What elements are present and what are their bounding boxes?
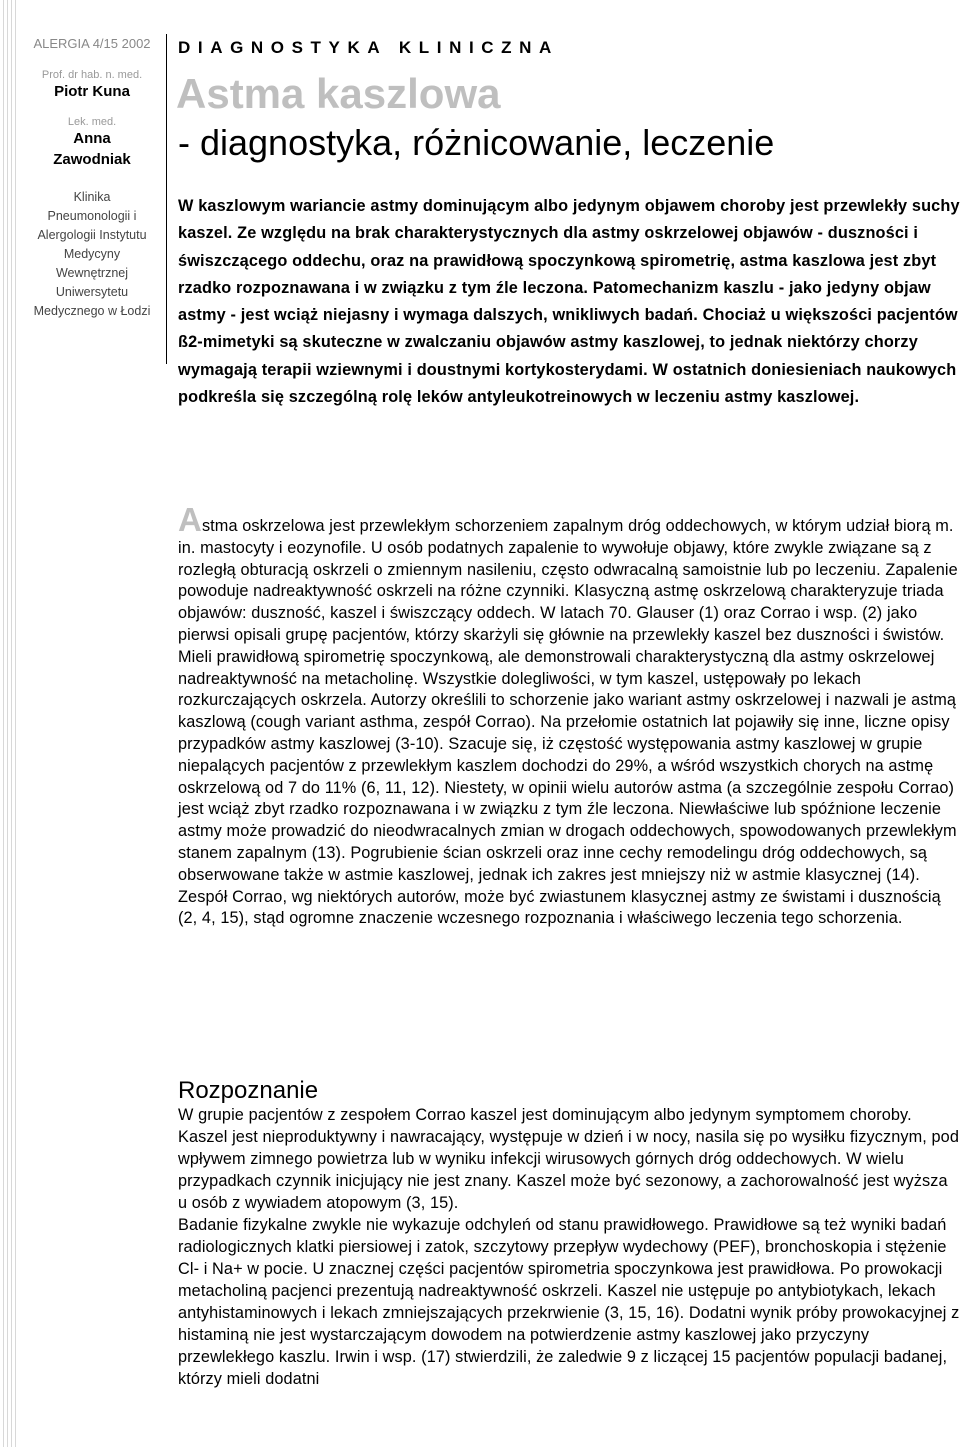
drop-cap: A [178,501,202,538]
author-1-title: Prof. dr hab. n. med. [41,69,143,81]
author-1-name: Piotr Kuna [54,83,130,100]
article-title: Astma kaszlowa [176,70,501,117]
sidebar [22,36,162,321]
abstract: W kaszlowym wariancie astmy dominującym albo jedynym objawem choroby jest przewlekły suchy kaszel. Ze względu na brak charakterystycznych dla astmy oskrzelowej objawów - duszności i świszczącego oddechu, oraz na prawidłową spoczynkową spirometrię, astma kaszlowa jest zbyt rzadko rozpoznawana i w związku z tym źle leczona. Patomechanizm kaszlu - jako jedyny objaw astmy - jest wciąż niejasny i wymaga dalszych, wnikliwych badań. Chociaż u większości pacjentów ß2-mimetyki są skuteczne w zwalczaniu objawów astmy kaszlowej, to jednak niektórzy chorzy wymagają terapii wziewnymi i doustnymi kortykosterydami. W ostatnich doniesieniach naukowych podkreśla się szczególną rolę leków antyleukotreinowych w leczeniu astmy kaszlowej. [178,197,960,407]
section-paragraph: Badanie fizykalne zwykle nie wykazuje odchyleń od stanu prawidłowego. Prawidłowe są też wyniki badań radiologicznych klatki piersiowej i zatok, szczytowy przepływ wydechowy (PEF), bronchoskopia i stężenie Cl- i Na+ w pocie. U znacznej części pacjentów spirometria spoczynkowa jest prawidłowa. Po prowokacji metacholiną pacjenci prezentują nadreaktywność oskrzeli. Kaszel nie ustępuje po antybiotykach, lekach antyhistaminowych i lekach zmniejszających przekrwienie (3, 15, 16). Dodatni wynik próby prowokacyjnej z histaminą nie jest wystarczającym dowodem na potwierdzenie astmy kaszlowej jako przyczyny przewlekłego kaszlu. Irwin i wsp. (17) stwierdzili, że zaledwie 9 z liczącej 15 pacjentów populacji badanej, którzy mieli dodatni [178,1216,960,1388]
section-label: DIAGNOSTYKA KLINICZNA [178,38,559,57]
intro-text: stma oskrzelowa jest przewlekłym schorzeniem zapalnym dróg oddechowych, w którym udział biorą m. in. mastocyty i eozynofile. U osób podatnych zapalenie to wywołuje objawy, które zwykle związane są z rozległą obturacją oskrzeli o zmiennym nasileniu, często odwracalną samoistnie lub po leczeniu. Zapalenie powoduje nadreaktywność oskrzeli na różne czynniki. Klasyczną astmę oskrzelową charakteryzuje triada objawów: duszność, kaszel i świszczący oddech. W latach 70. Glauser (1) oraz Corrao i wsp. (2) jako pierwsi opisali grupę pacjentów, którzy skarżyli się głównie na przewlekły kaszel bez duszności i świstów. Mieli prawidłową spirometrię spoczynkową, ale demonstrowali charakterystyczną dla astmy oskrzelowej nadreaktywność na metacholinę. Wszystkie dolegliwości, w tym kaszel, ustępowały po lekach rozkurczających oskrzela. Autorzy określili to schorzenie jako wariant astmy oskrzelowej i nazwali je astmą kaszlową (cough variant asthma, zespół Corrao). Na przełomie ostatnich lat pojawiły się inne, liczne opisy przypadków astmy kaszlowej (3-10). Szacuje się, iż częstość występowania astmy kaszlowej w grupie niepalących pacjentów z przewlekłym kaszlem dochodzi do 29%, a wśród wszystkich chorych na astmę oskrzelową od 7 do 11% (6, 11, 12). Niestety, w opinii wielu autorów astma (a szczególnie zespołu Corrao) jest wciąż zbyt rzadko rozpoznawana i w związku z tym źle leczona. Niewłaściwe lub spóźnione leczenie astmy może prowadzić do nieodwracalnych zmian w drogach oddechowych, spowodowanych przewlekłym stanem zapalnym (13). Pogrubienie ścian oskrzeli oraz inne cechy remodelingu dróg oddechowych, są obserwowane także w astmie kaszlowej, jednak ich zakres jest mniejszy niż w astmie klasycznej (14). Zespół Corrao, wg niektórych autorów, może być zwiastunem klasycznej astmy ze świstami i dusznością (2, 4, 15), stąd ogromne znaczenie wczesnego rozpoznania i właściwego leczenia tego schorzenia. [178,517,958,928]
journal-info: ALERGIA 4/15 2002 [33,36,151,51]
article-subtitle: - diagnostyka, różnicowanie, leczenie [178,122,775,163]
section-paragraph: W grupie pacjentów z zespołem Corrao kaszel jest dominującym albo jedynym symptomem choroby. Kaszel jest nieproduktywny i nawracający, występuje w dzień i w nocy, nasila się po wysiłku fizycznym, pod wpływem zimnego powietrza lub w wyniku infekcji wirusowych górnych dróg oddechowych. W wielu przypadkach czynnik inicjujący nie jest znany. Kaszel może być sezonowy, a zachorowalność jest wyższa u osób z wywiadem atopowym (3, 15). [178,1106,959,1212]
page-edge-line [7,0,8,1447]
page-edge-line [3,0,4,1447]
page-edge-line [15,0,16,1447]
affiliation: Klinika Pneumonologii i Alergologii Instytutu Medycyny Wewnętrznej Uniwersytetu Medycznego w Łodzi [33,190,151,318]
section-heading: Rozpoznanie [178,1077,319,1104]
author-2-title: Lek. med. [67,116,117,128]
section-body [178,1104,960,1390]
intro-paragraph [178,501,960,930]
page-edge-line [11,0,12,1447]
author-2-name: Anna Zawodniak [53,130,131,168]
sidebar-divider [166,34,167,364]
